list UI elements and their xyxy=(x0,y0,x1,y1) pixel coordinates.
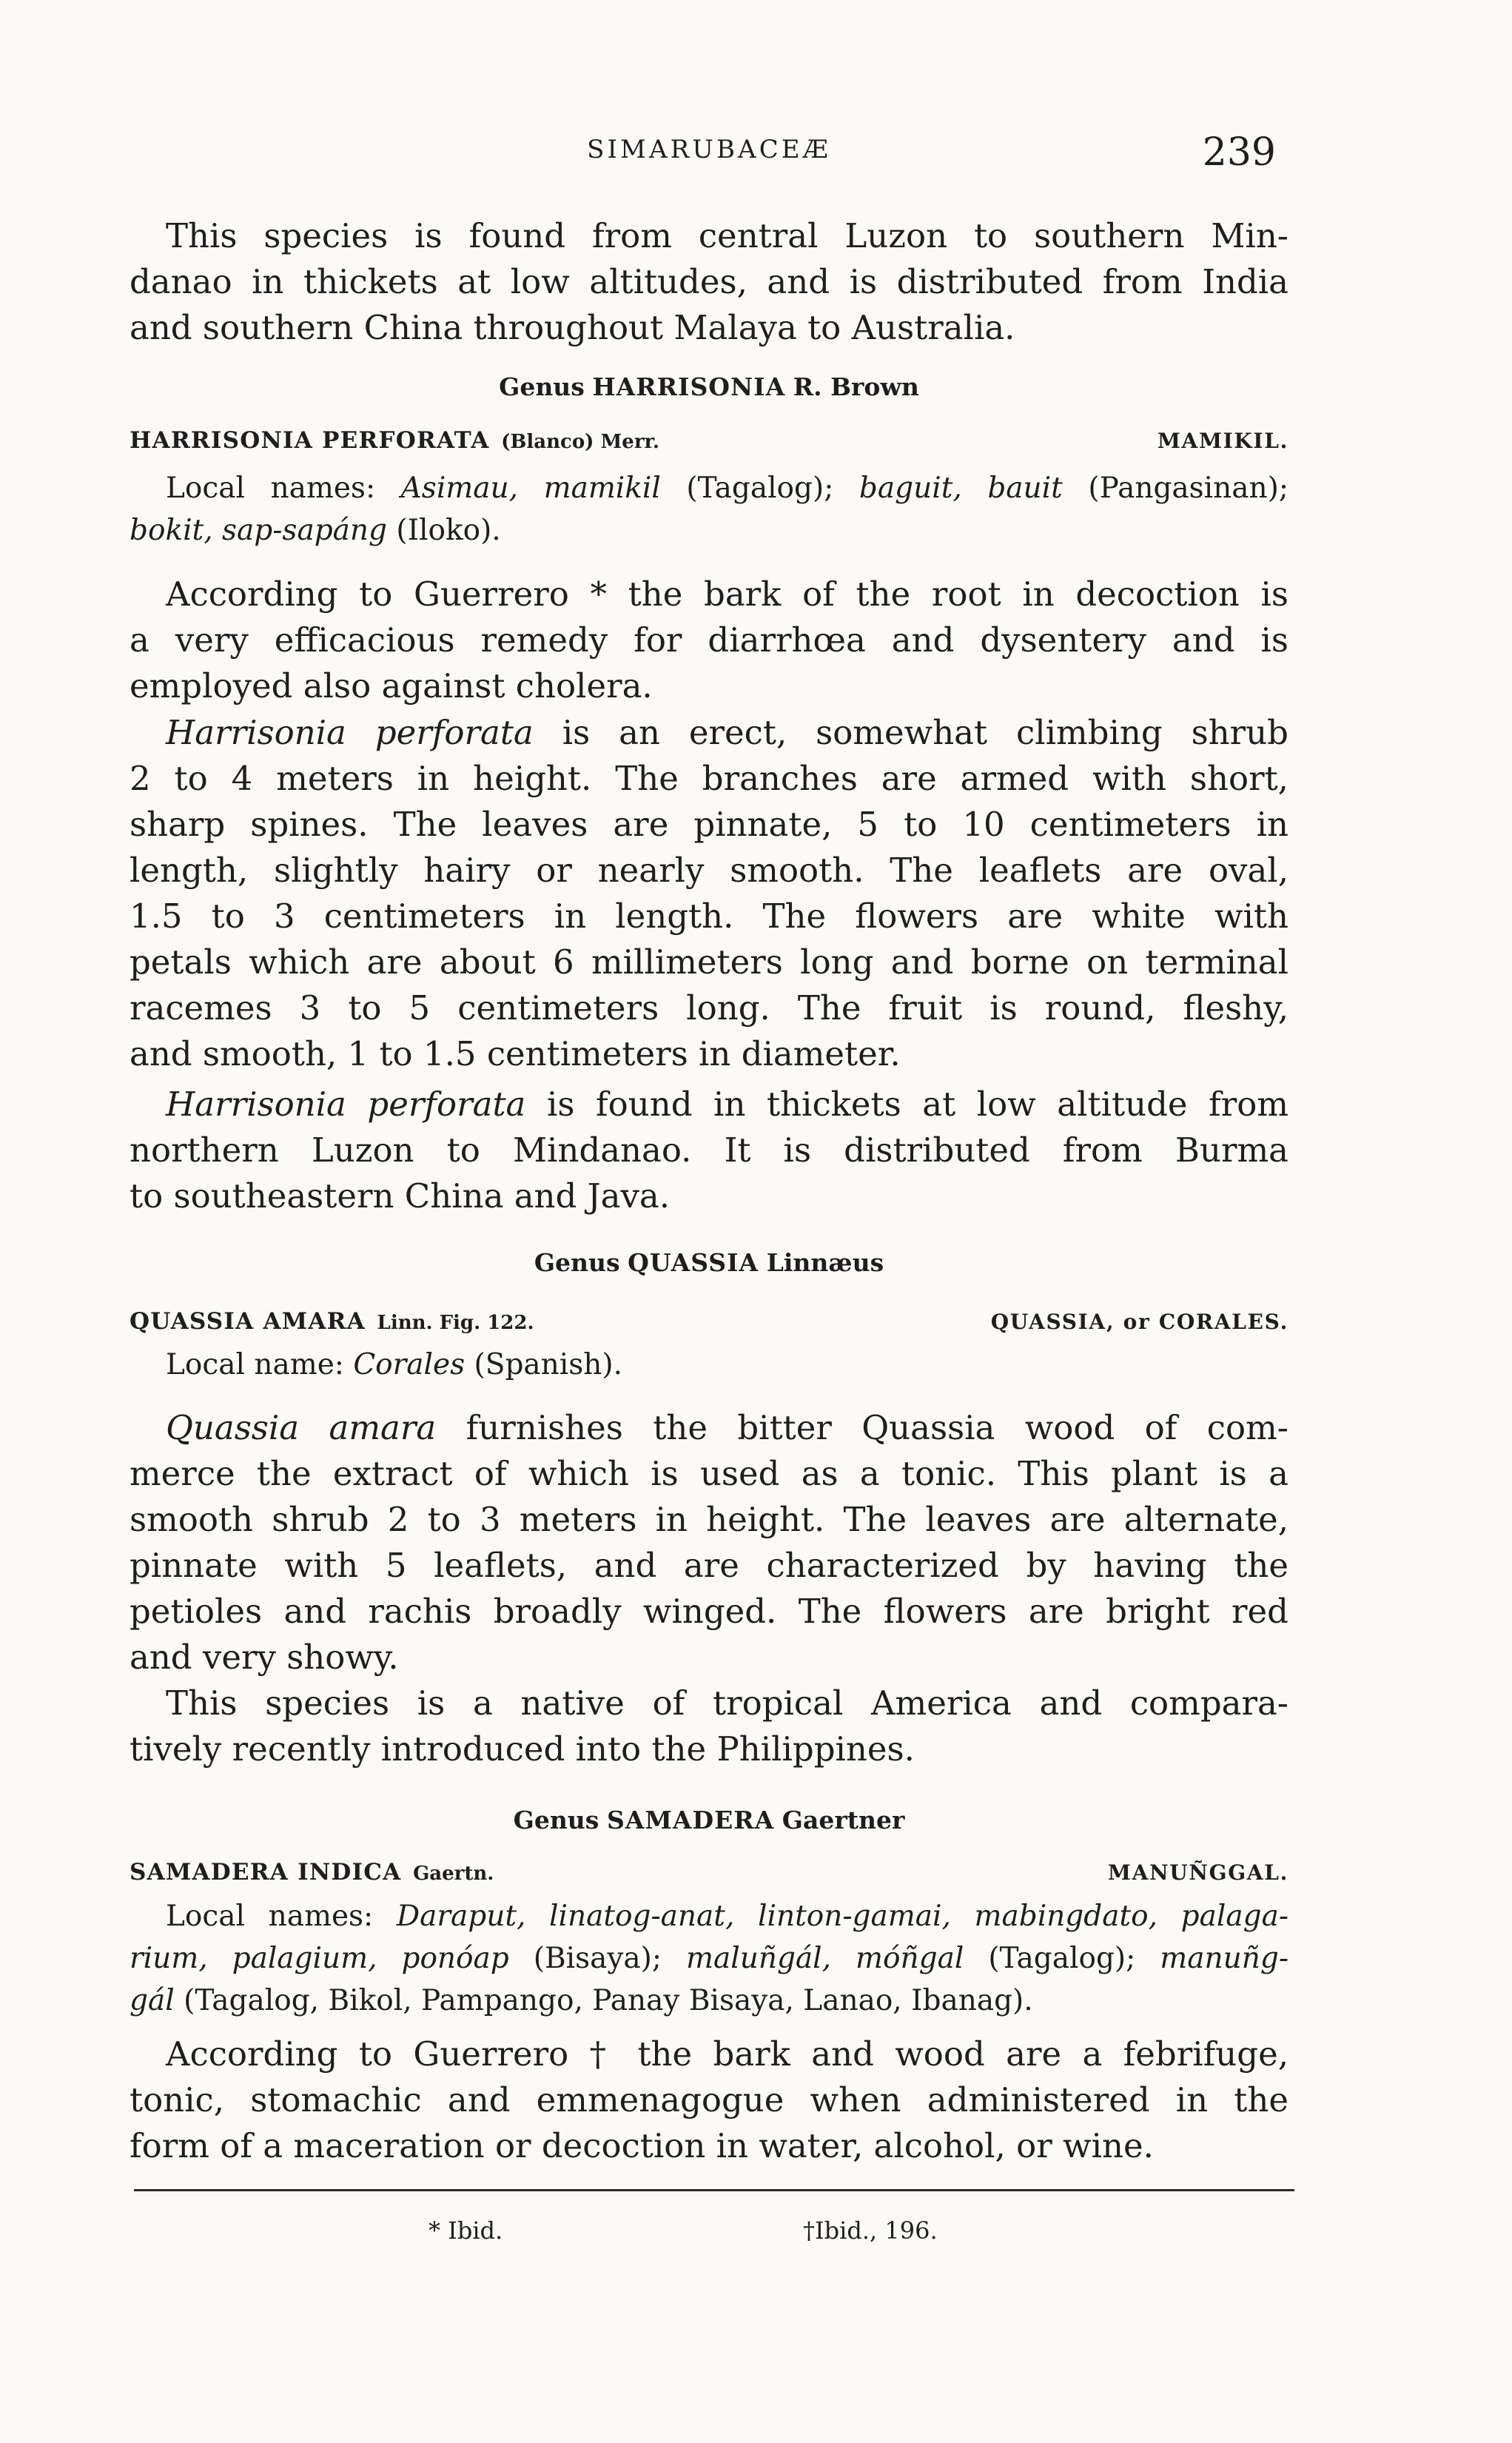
footnote-rule xyxy=(134,2189,1294,2191)
text-line xyxy=(130,802,1288,848)
text-line xyxy=(130,1031,1288,1077)
text-run: Local name: xyxy=(166,1348,354,1381)
text-run: to southeastern China and Java. xyxy=(130,1176,671,1216)
text-run: smooth shrub 2 to 3 meters in height. The leaves are alternate, xyxy=(130,1500,1288,1539)
genus-authority: Linnæus xyxy=(766,1248,884,1277)
text-line xyxy=(130,2077,1288,2123)
text-run: is found in thickets at low altitude from xyxy=(525,1085,1288,1124)
paragraph-harrisonia-description xyxy=(130,710,1288,1077)
text-run: This species is a native of tropical America and compara- xyxy=(166,1683,1288,1723)
genus-label: Genus xyxy=(513,1806,599,1834)
paragraph-harrisonia-uses xyxy=(130,572,1288,709)
text-line xyxy=(130,1680,1288,1726)
paragraph-samadera-uses xyxy=(130,2031,1288,2169)
species-authority: Gaertn. xyxy=(413,1863,494,1885)
italic-text-run: gál xyxy=(130,1984,175,2017)
italic-text-run: Quassia amara xyxy=(166,1408,437,1447)
paragraph-harrisonia-distribution xyxy=(130,1082,1288,1219)
text-run: petioles and rachis broadly winged. The flowers are bright red xyxy=(130,1592,1288,1631)
paragraph-quassia-distribution xyxy=(130,1680,1288,1772)
genus-name: SAMADERA xyxy=(606,1806,775,1834)
text-run: (Spanish). xyxy=(465,1348,622,1381)
text-run: 1.5 to 3 centimeters in length. The flowers are white with xyxy=(130,897,1288,936)
text-run: and very showy. xyxy=(130,1638,399,1677)
text-line xyxy=(130,1344,1288,1386)
species-title xyxy=(130,1305,534,1341)
species-heading-quassia-amara xyxy=(130,1305,1288,1341)
text-run: (Tagalog); xyxy=(660,472,859,505)
species-name: SAMADERA INDICA xyxy=(130,1859,402,1886)
text-run: a very efficacious remedy for diarrhœa and dysentery and is xyxy=(130,620,1288,660)
text-line xyxy=(130,2031,1288,2077)
genus-name: HARRISONIA xyxy=(592,372,786,401)
italic-text-run: baguit, bauit xyxy=(859,472,1063,505)
paragraph-quassia-description xyxy=(130,1405,1288,1680)
text-run: (Tagalog); xyxy=(964,1942,1160,1975)
text-line xyxy=(130,939,1288,985)
text-run: (Pangasinan); xyxy=(1062,472,1288,505)
text-line xyxy=(130,1635,1288,1680)
italic-text-run: bokit, sap-sapáng xyxy=(130,514,387,547)
text-line xyxy=(130,1127,1288,1173)
text-line xyxy=(130,509,1288,552)
italic-text-run: rium, palagium, ponóap xyxy=(130,1942,509,1975)
text-run: (Iloko). xyxy=(387,514,501,547)
text-line xyxy=(130,1497,1288,1543)
local-names-samadera xyxy=(130,1895,1288,2022)
italic-text-run: Harrisonia perforata xyxy=(166,713,534,752)
text-line xyxy=(130,1405,1288,1451)
text-line xyxy=(130,848,1288,894)
text-run: and southern China throughout Malaya to Australia. xyxy=(130,308,1015,347)
text-run: racemes 3 to 5 centimeters long. The fruit is round, fleshy, xyxy=(130,988,1288,1028)
text-line xyxy=(130,1589,1288,1635)
italic-text-run: maluñgál, móñgal xyxy=(686,1942,964,1975)
species-name: HARRISONIA PERFORATA xyxy=(130,427,490,454)
genus-authority: R. Brown xyxy=(793,372,919,401)
genus-heading-samadera xyxy=(130,1803,1288,1838)
text-line xyxy=(130,1543,1288,1589)
text-run: employed also against cholera. xyxy=(130,666,653,706)
text-run: petals which are about 6 millimeters long and borne on terminal xyxy=(130,942,1288,982)
genus-label: Genus xyxy=(499,372,585,401)
text-line xyxy=(130,213,1288,259)
species-common-name: MAMIKIL. xyxy=(1157,429,1288,453)
species-authority: (Blanco) Merr. xyxy=(501,431,659,453)
text-run: merce the extract of which is used as a tonic. This plant is a xyxy=(130,1454,1288,1493)
genus-label: Genus xyxy=(534,1248,620,1277)
italic-text-run: Asimau, mamikil xyxy=(400,472,661,505)
text-run: danao in thickets at low altitudes, and is distributed from India xyxy=(130,262,1288,301)
text-line xyxy=(130,467,1288,509)
species-common-name: QUASSIA, or CORALES. xyxy=(990,1310,1288,1334)
species-title xyxy=(130,1856,494,1892)
text-line xyxy=(130,710,1288,756)
text-run: form of a maceration or decoction in water, alcohol, or wine. xyxy=(130,2126,1154,2165)
text-run: tonic, stomachic and emmenagogue when administered in the xyxy=(130,2080,1288,2119)
text-run: 2 to 4 meters in height. The branches are armed with short, xyxy=(130,759,1288,798)
text-run: length, slightly hairy or nearly smooth. The leaflets are oval, xyxy=(130,851,1288,890)
text-line xyxy=(130,1082,1288,1127)
text-line xyxy=(130,663,1288,709)
footnotes xyxy=(0,2216,1512,2245)
text-line xyxy=(130,617,1288,663)
text-line xyxy=(130,259,1288,305)
text-run: This species is found from central Luzon to southern Min- xyxy=(166,216,1288,255)
text-run: pinnate with 5 leaflets, and are characterized by having the xyxy=(130,1546,1288,1585)
text-line xyxy=(130,1173,1288,1219)
text-line xyxy=(130,756,1288,802)
species-authority: Linn. Fig. 122. xyxy=(377,1312,534,1334)
text-line xyxy=(130,894,1288,939)
text-line xyxy=(130,1726,1288,1772)
species-heading-samadera-indica xyxy=(130,1856,1288,1892)
text-run: (Tagalog, Bikol, Pampango, Panay Bisaya, Lanao, Ibanag). xyxy=(174,1984,1033,2017)
text-run: and smooth, 1 to 1.5 centimeters in diameter. xyxy=(130,1034,901,1073)
italic-text-run: Daraput, linatog-anat, linton-gamai, mabingdato, palaga- xyxy=(396,1900,1288,1933)
italic-text-run: Corales xyxy=(353,1348,466,1381)
species-name: QUASSIA AMARA xyxy=(130,1308,366,1335)
text-line xyxy=(130,1451,1288,1497)
text-line xyxy=(130,2123,1288,2169)
species-common-name: MANUÑGGAL. xyxy=(1107,1860,1288,1885)
text-run: sharp spines. The leaves are pinnate, 5 to 10 centimeters in xyxy=(130,805,1288,844)
species-heading-harrisonia-perforata xyxy=(130,424,1288,460)
genus-heading-quassia xyxy=(130,1245,1288,1281)
text-run: northern Luzon to Mindanao. It is distributed from Burma xyxy=(130,1130,1288,1170)
genus-heading-harrisonia xyxy=(130,369,1288,405)
text-run: furnishes the bitter Quassia wood of com- xyxy=(436,1408,1288,1447)
text-run: (Bisaya); xyxy=(508,1942,687,1975)
italic-text-run: Harrisonia perforata xyxy=(166,1085,526,1124)
species-title xyxy=(130,424,659,460)
text-line xyxy=(130,572,1288,617)
text-run: Local names: xyxy=(166,1900,397,1933)
text-run: Local names: xyxy=(166,472,401,505)
italic-text-run: manuñg- xyxy=(1160,1942,1289,1975)
text-line xyxy=(130,1937,1288,1980)
text-line xyxy=(130,985,1288,1031)
local-names-quassia xyxy=(130,1344,1288,1386)
running-title: SIMARUBACEÆ xyxy=(587,135,831,164)
text-line xyxy=(130,1980,1288,2022)
footnote-1: * Ibid. xyxy=(429,2216,503,2245)
text-run: According to Guerrero † the bark and wood are a febrifuge, xyxy=(166,2034,1288,2074)
text-run: According to Guerrero * the bark of the root in decoction is xyxy=(166,574,1288,614)
paragraph-intro xyxy=(130,213,1288,351)
text-run: tively recently introduced into the Philippines. xyxy=(130,1729,915,1769)
genus-authority: Gaertner xyxy=(782,1806,905,1834)
footnote-2: †Ibid., 196. xyxy=(803,2216,938,2245)
genus-name: QUASSIA xyxy=(628,1248,759,1277)
text-line xyxy=(130,1895,1288,1937)
page-number: 239 xyxy=(1202,130,1276,175)
local-names-harrisonia xyxy=(130,467,1288,552)
text-run: is an erect, somewhat climbing shrub xyxy=(533,713,1288,752)
text-line xyxy=(130,305,1288,351)
